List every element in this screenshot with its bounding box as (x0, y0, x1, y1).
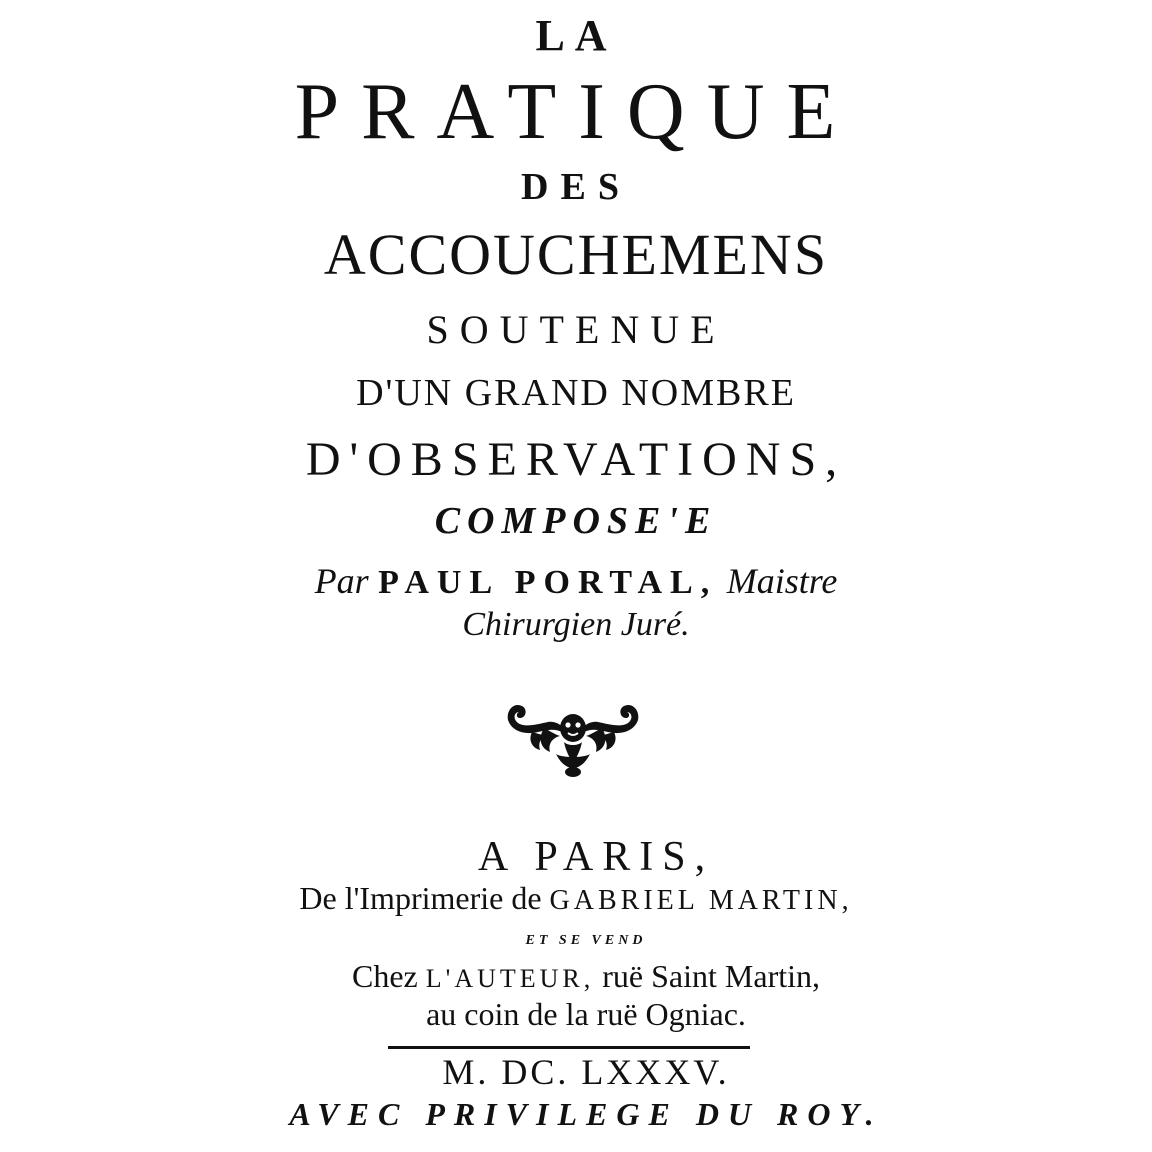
imprint-divider (388, 1046, 750, 1049)
byline (0, 562, 1152, 600)
imprint-chez-name: L'AUTEUR, (425, 964, 595, 993)
imprint-chez-prefix: Chez (352, 958, 418, 994)
title-line-grand-nombre: D'UN GRAND NOMBRE (356, 372, 796, 414)
title-line-des: DES (521, 166, 631, 208)
imprint-printer-name: GABRIEL MARTIN, (549, 885, 853, 916)
imprint-printer (0, 882, 1152, 915)
byline-title-continued: Chirurgien Juré. (462, 606, 690, 643)
imprint-city: A PARIS, (477, 834, 715, 880)
byline-title: Maistre (726, 561, 838, 601)
byline-par: Par (314, 561, 369, 601)
imprint-printer-prefix: De l'Imprimerie de (299, 880, 542, 916)
imprint-chez-suffix: ruë Saint Martin, (602, 958, 820, 994)
title-line-la: LA (535, 11, 617, 60)
imprint-privilege: AVEC PRIVILEGE DU ROY. (289, 1096, 883, 1132)
title-line-soutenue: SOUTENUE (426, 307, 726, 352)
imprint-date: M. DC. LXXXV. (442, 1052, 730, 1092)
byline-author: PAUL PORTAL, (378, 564, 718, 601)
imprint-seller (10, 960, 1152, 992)
title-line-accouchemens: ACCOUCHEMENS (323, 222, 829, 287)
title-line-pratique: PRATIQUE (294, 68, 858, 156)
acanthus-ornament-icon (504, 698, 642, 778)
imprint-et-se-vend: ET SE VEND (525, 933, 647, 948)
title-line-observations: D'OBSERVATIONS, (305, 433, 847, 486)
imprint-address: au coin de la ruë Ogniac. (426, 996, 746, 1032)
title-line-composee: COMPOSE'E (434, 500, 718, 542)
